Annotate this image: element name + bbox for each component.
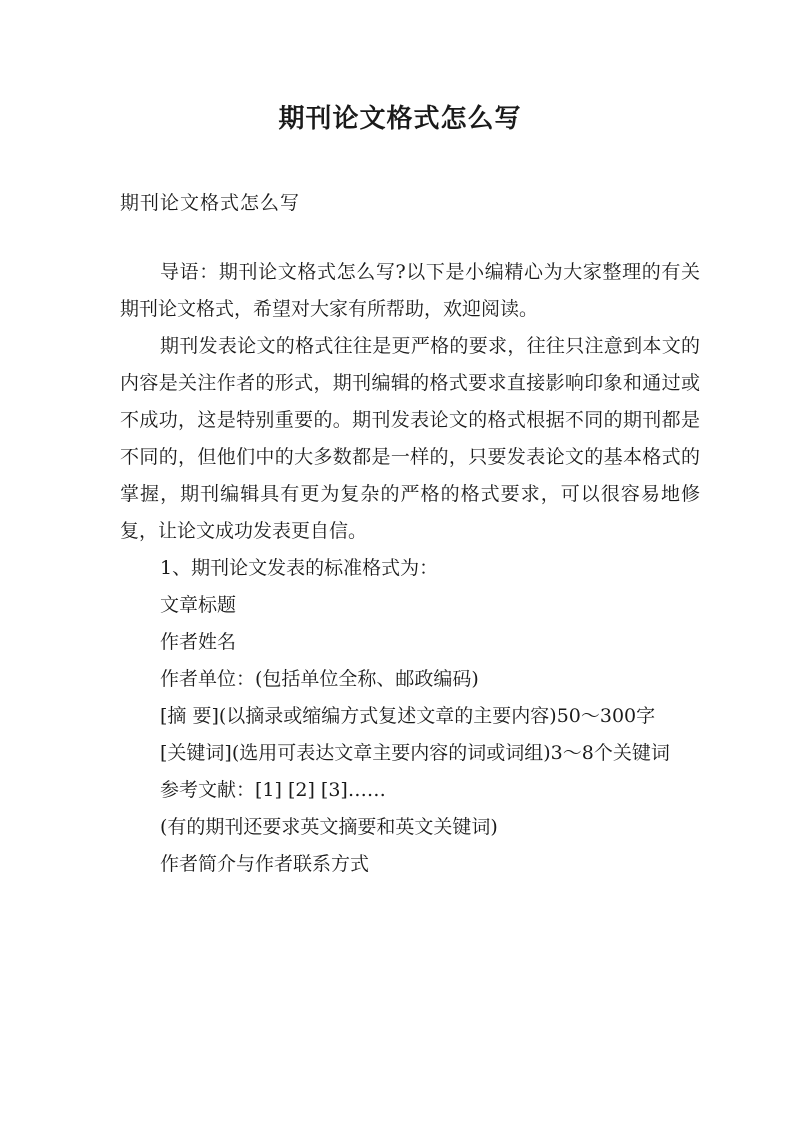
paragraph-intro: 导语：期刊论文格式怎么写?以下是小编精心为大家整理的有关期刊论文格式，希望对大家有所帮助，欢迎阅读。	[120, 261, 700, 320]
paragraph-item-english: (有的期刊还要求英文摘要和英文关键词)	[160, 816, 498, 838]
paragraph-item-author: 作者姓名	[160, 631, 237, 653]
paragraph-item-bio: 作者简介与作者联系方式	[160, 853, 370, 875]
paragraph-item-abstract: [摘 要](以摘录或缩编方式复述文章的主要内容)50～300字	[160, 705, 656, 727]
paragraph-item-affiliation: 作者单位：(包括单位全称、邮政编码)	[160, 668, 479, 690]
document-body	[120, 254, 700, 883]
paragraph-item-references: 参考文献：[1] [2] [3]……	[160, 779, 386, 801]
paragraph-main: 期刊发表论文的格式往往是更严格的要求，往往只注意到本文的内容是关注作者的形式，期刊编辑的格式要求直接影响印象和通过或不成功，这是特别重要的。期刊发表论文的格式根据不同的期刊都是不同的，但他们中的大多数都是一样的，只要发表论文的基本格式的掌握，期刊编辑具有更为复杂的严格的格式要求，可以很容易地修复，让论文成功发表更自信。	[120, 335, 700, 542]
paragraph-list-heading: 1、期刊论文发表的标准格式为：	[160, 557, 439, 579]
paragraph-item-keywords: [关键词](选用可表达文章主要内容的词或词组)3～8个关键词	[160, 742, 670, 764]
paragraph-item-title: 文章标题	[160, 594, 237, 616]
document-subtitle: 期刊论文格式怎么写	[120, 192, 301, 214]
document-title: 期刊论文格式怎么写	[278, 104, 522, 134]
